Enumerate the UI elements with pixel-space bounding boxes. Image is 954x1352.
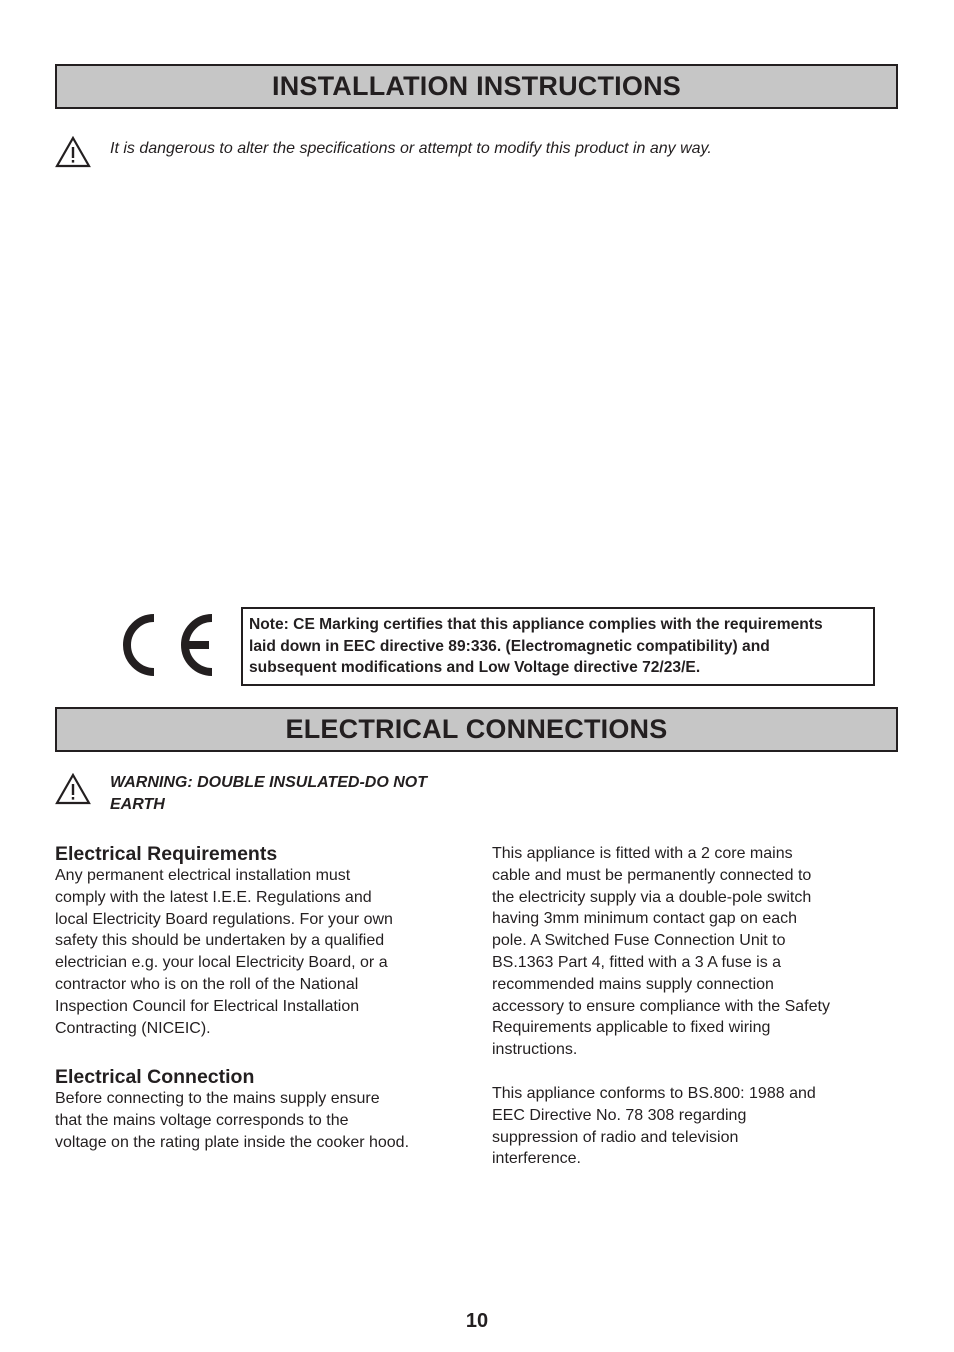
connection-title: Electrical Connection (55, 1066, 255, 1088)
connection-body: Before connecting to the mains supply ensure that the mains voltage corresponds to the voltage on the rating plate inside the cooker hood. (55, 1090, 410, 1151)
ce-note-box: Note: CE Marking certifies that this appliance complies with the requirements laid down in EEC directive 89:336. (Electromagnetic compatibility) and subsequent modifications and Low Voltage directive 72/23/E. (241, 607, 875, 686)
ce-mark-icon (121, 610, 215, 680)
page-number: 10 (465, 1310, 489, 1332)
requirements-title: Electrical Requirements (55, 843, 278, 865)
fitting-paragraph: This appliance is fitted with a 2 core mains cable and must be permanently connected to the electricity supply via a double-pole switch having 3mm minimum contact gap on each pole. A Switched Fuse Connection Unit to BS.1363 Part 4, fitted with a 3 A fuse is a recommended mains supply connection accessory to ensure compliance with the Safety Requirements applicable to fixed wiring instructions. (492, 845, 830, 1059)
electrical-warning-text: WARNING: DOUBLE INSULATED-DO NOT EARTH (110, 774, 428, 813)
electrical-heading-text: ELECTRICAL CONNECTIONS (285, 714, 668, 744)
warning-triangle-icon (55, 773, 91, 805)
installation-heading-text: INSTALLATION INSTRUCTIONS (272, 71, 681, 101)
installation-heading (55, 64, 898, 109)
requirements-body: Any permanent electrical installation must comply with the latest I.E.E. Regulations and local Electricity Board regulations. For your own safety this should be undertaken by a qualified electrician e.g. your local Electricity Board, or a contractor who is on the roll of the National Inspection Council for Electrical Installation Contracting (NICEIC). (55, 867, 393, 1037)
conformity-paragraph: This appliance conforms to BS.800: 1988 and EEC Directive No. 78 308 regarding suppression of radio and television interference. (492, 1085, 816, 1168)
installation-warning-text: It is dangerous to alter the specifications or attempt to modify this product in any way. (110, 140, 712, 157)
warning-triangle-icon (55, 136, 91, 168)
electrical-heading (55, 707, 898, 752)
